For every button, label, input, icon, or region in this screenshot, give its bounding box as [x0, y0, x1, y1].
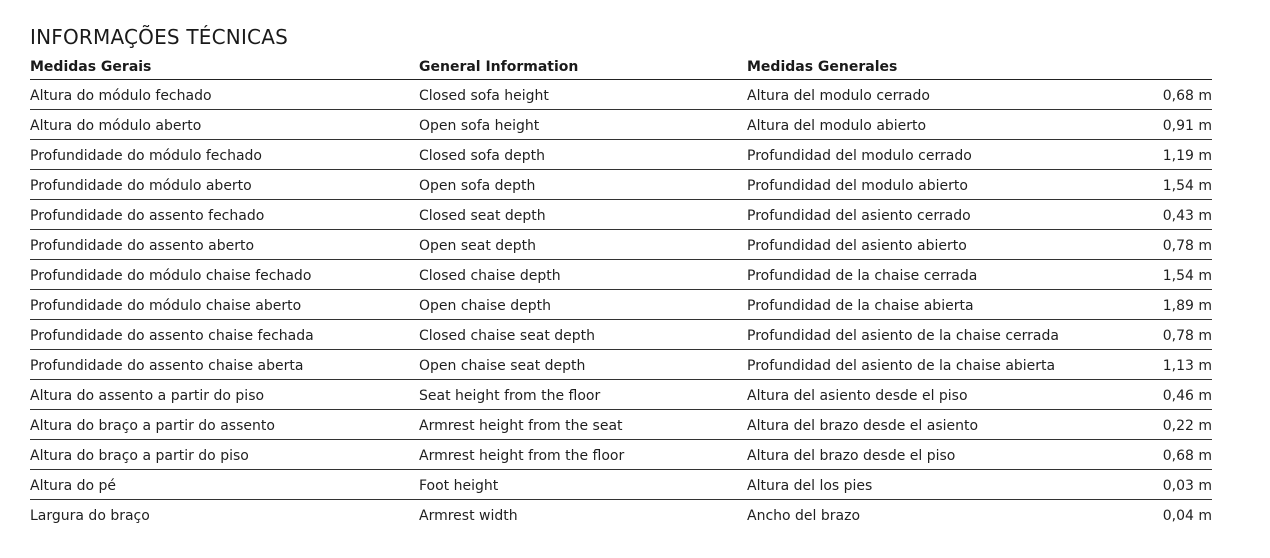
cell-en: Closed sofa height	[419, 88, 549, 104]
cell-pt: Altura do braço a partir do assento	[30, 418, 275, 434]
cell-en: Closed chaise seat depth	[419, 328, 596, 344]
cell-en: Armrest height from the floor	[419, 448, 625, 464]
cell-pt: Profundidade do assento fechado	[30, 208, 265, 224]
table-row	[30, 80, 1212, 110]
table-header	[30, 50, 1212, 80]
cell-en: Armrest height from the seat	[419, 418, 623, 434]
cell-value: 0,78 m	[1162, 328, 1212, 344]
cell-es: Altura del modulo abierto	[747, 118, 927, 134]
cell-en: Closed chaise depth	[419, 268, 561, 284]
table-row	[30, 110, 1212, 140]
cell-es: Altura del modulo cerrado	[747, 88, 930, 104]
header-en: General Information	[419, 59, 579, 75]
cell-value: 1,54 m	[1162, 178, 1212, 194]
cell-es: Profundidad de la chaise cerrada	[747, 268, 978, 284]
cell-value: 1,54 m	[1162, 268, 1212, 284]
header-pt: Medidas Gerais	[30, 59, 152, 75]
cell-pt: Largura do braço	[30, 508, 150, 524]
table-row	[30, 230, 1212, 260]
table-row	[30, 140, 1212, 170]
cell-value: 0,04 m	[1162, 508, 1212, 524]
table-row	[30, 380, 1212, 410]
cell-es: Altura del asiento desde el piso	[747, 388, 968, 404]
cell-en: Armrest width	[419, 508, 518, 524]
table-row	[30, 320, 1212, 350]
cell-es: Profundidad de la chaise abierta	[747, 298, 974, 314]
cell-value: 0,68 m	[1162, 448, 1212, 464]
cell-es: Altura del los pies	[747, 478, 873, 494]
cell-en: Foot height	[419, 478, 499, 494]
table-row	[30, 350, 1212, 380]
header-es: Medidas Generales	[747, 59, 898, 75]
cell-pt: Profundidade do assento aberto	[30, 238, 255, 254]
table-row	[30, 470, 1212, 500]
cell-pt: Profundidade do assento chaise fechada	[30, 328, 314, 344]
cell-es: Profundidad del modulo cerrado	[747, 148, 972, 164]
cell-en: Open sofa depth	[419, 178, 536, 194]
cell-es: Profundidad del asiento abierto	[747, 238, 967, 254]
cell-pt: Altura do módulo fechado	[30, 88, 212, 104]
table-row	[30, 260, 1212, 290]
cell-pt: Profundidade do módulo chaise aberto	[30, 298, 302, 314]
cell-pt: Profundidade do módulo chaise fechado	[30, 268, 312, 284]
table-row	[30, 170, 1212, 200]
table-body	[30, 80, 1212, 530]
cell-pt: Profundidade do módulo aberto	[30, 178, 252, 194]
cell-en: Closed seat depth	[419, 208, 546, 224]
cell-pt: Altura do módulo aberto	[30, 118, 202, 134]
table-row	[30, 500, 1212, 530]
cell-value: 0,22 m	[1162, 418, 1212, 434]
cell-en: Open sofa height	[419, 118, 540, 134]
cell-value: 1,19 m	[1162, 148, 1212, 164]
cell-value: 1,13 m	[1162, 358, 1212, 374]
cell-value: 0,43 m	[1162, 208, 1212, 224]
cell-pt: Profundidade do assento chaise aberta	[30, 358, 304, 374]
table-row	[30, 290, 1212, 320]
cell-es: Altura del brazo desde el piso	[747, 448, 956, 464]
table-row	[30, 200, 1212, 230]
cell-es: Profundidad del asiento de la chaise abierta	[747, 358, 1056, 374]
cell-pt: Altura do braço a partir do piso	[30, 448, 249, 464]
cell-en: Open chaise depth	[419, 298, 551, 314]
cell-pt: Profundidade do módulo fechado	[30, 148, 262, 164]
cell-es: Altura del brazo desde el asiento	[747, 418, 979, 434]
cell-value: 0,03 m	[1162, 478, 1212, 494]
cell-en: Closed sofa depth	[419, 148, 546, 164]
cell-es: Ancho del brazo	[747, 508, 861, 524]
cell-pt: Altura do pé	[30, 478, 117, 494]
cell-es: Profundidad del asiento de la chaise cerrada	[747, 328, 1059, 344]
cell-es: Profundidad del asiento cerrado	[747, 208, 971, 224]
cell-pt: Altura do assento a partir do piso	[30, 388, 265, 404]
cell-value: 0,91 m	[1162, 118, 1212, 134]
cell-es: Profundidad del modulo abierto	[747, 178, 968, 194]
cell-en: Seat height from the floor	[419, 388, 601, 404]
cell-value: 0,46 m	[1162, 388, 1212, 404]
cell-value: 1,89 m	[1162, 298, 1212, 314]
cell-value: 0,68 m	[1162, 88, 1212, 104]
technical-info-sheet	[30, 24, 1212, 530]
table-row	[30, 410, 1212, 440]
page-title: INFORMAÇÕES TÉCNICAS	[30, 25, 289, 49]
table-row	[30, 440, 1212, 470]
cell-en: Open seat depth	[419, 238, 537, 254]
cell-en: Open chaise seat depth	[419, 358, 586, 374]
cell-value: 0,78 m	[1162, 238, 1212, 254]
